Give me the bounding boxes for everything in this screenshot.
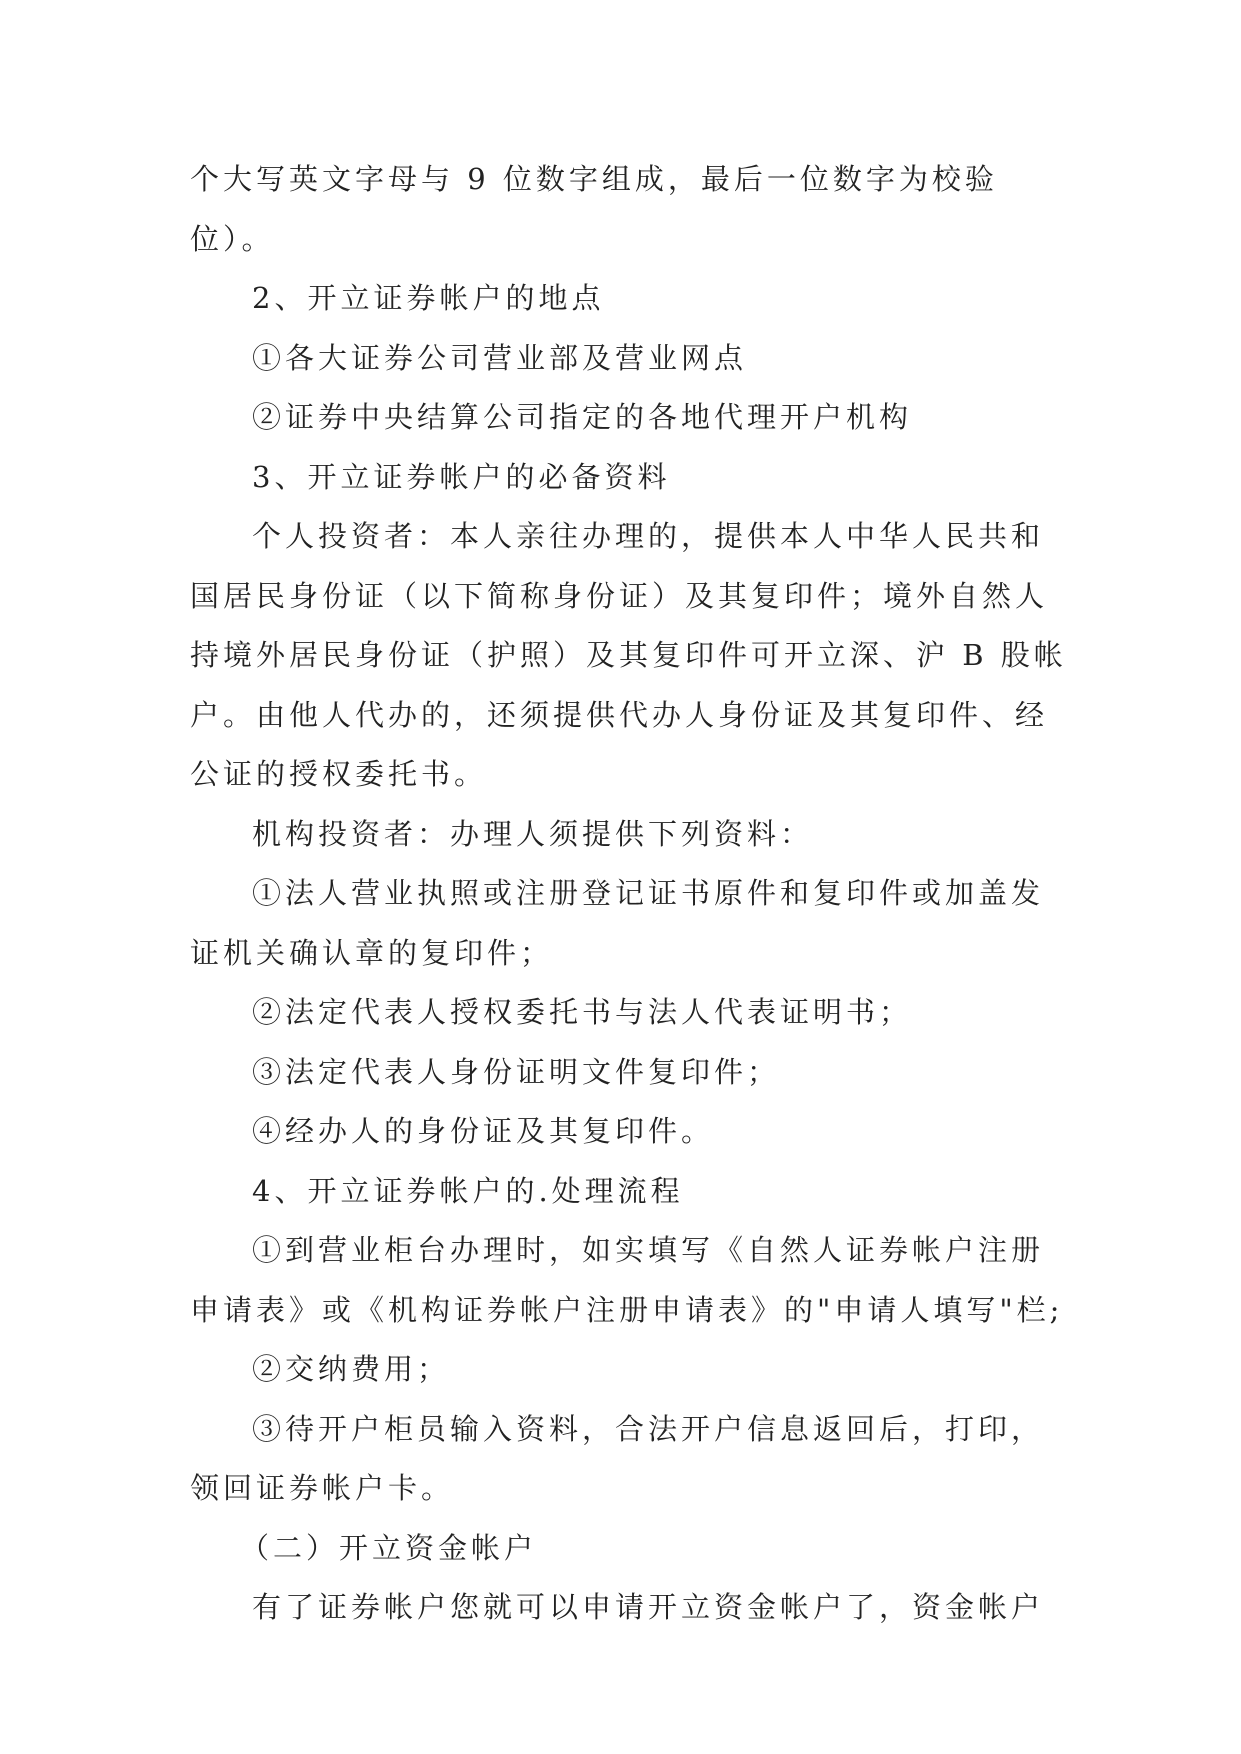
section-heading-fund-account: （二）开立资金帐户 [240, 1530, 538, 1565]
paragraph-fund-account: 有了证券帐户您就可以申请开立资金帐户了，资金帐户 [252, 1590, 1045, 1624]
heading-location: 2、开立证券帐户的地点 [252, 281, 605, 315]
list-item: ①各大证券公司营业部及营业网点 [252, 340, 748, 375]
list-item: ②证券中央结算公司指定的各地代理开户机构 [252, 400, 913, 434]
paragraph-continuation: 个大写英文字母与 9 位数字组成，最后一位数字为校验位）。 [190, 162, 998, 256]
list-item: ④经办人的身份证及其复印件。 [252, 1114, 715, 1148]
heading-process: 4、开立证券帐户的.处理流程 [252, 1173, 684, 1208]
list-item: ②交纳费用； [252, 1352, 451, 1386]
list-item: ③待开户柜员输入资料，合法开户信息返回后，打印，领回证券帐户卡。 [190, 1411, 1045, 1505]
paragraph-individual-investor: 个人投资者：本人亲往办理的，提供本人中华人民共和国居民身份证（以下简称身份证）及其复印件；境外自然人持境外居民身份证（护照）及其复印件可开立深、沪 B 股帐户。由他人代办的，还须提供代办人身份证及其复印件、经公证的授权委托书。 [190, 519, 1067, 791]
paragraph-institutional-investor: 机构投资者：办理人须提供下列资料： [252, 816, 814, 851]
heading-materials: 3、开立证券帐户的必备资料 [252, 459, 671, 494]
list-item: ①到营业柜台办理时，如实填写《自然人证券帐户注册申请表》或《机构证券帐户注册申请表》的"申请人填写"栏; [190, 1233, 1064, 1327]
list-item: ③法定代表人身份证明文件复印件； [252, 1054, 781, 1089]
list-item: ①法人营业执照或注册登记证书原件和复印件或加盖发证机关确认章的复印件； [190, 876, 1045, 970]
body-text [190, 150, 1070, 1638]
list-item: ②法定代表人授权委托书与法人代表证明书； [252, 995, 913, 1029]
